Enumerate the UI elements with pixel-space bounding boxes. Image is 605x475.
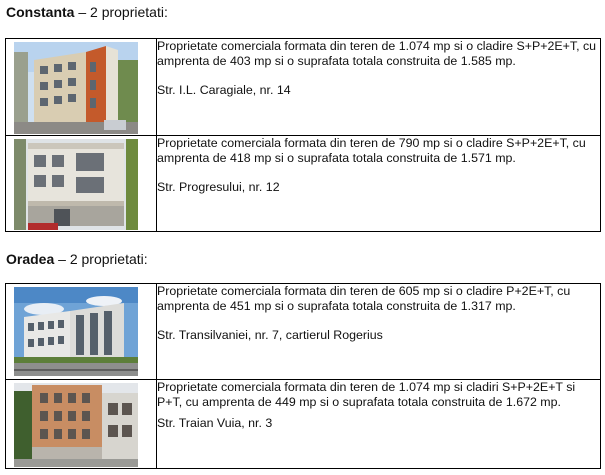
city-name: Oradea: [6, 251, 55, 267]
building-photo: [14, 383, 138, 467]
photo-cell: [6, 380, 157, 469]
property-address: Str. Transilvaniei, nr. 7, cartierul Rogerius: [157, 328, 383, 342]
building-photo: [14, 139, 138, 230]
property-description: Proprietate comerciala formata din teren de 605 mp si o cladire P+2E+T, cu amprenta de 451 mp si o suprafata totala construita de 1.317 mp.: [157, 284, 571, 313]
property-description: Proprietate comerciala formata din teren de 1.074 mp si cladiri S+P+2E+T si P+T, cu amprenta de 449 mp si o suprafata totala construita de 1.672 mp.: [157, 380, 576, 409]
property-table-constanta: [5, 38, 601, 232]
city-name: Constanta: [6, 4, 75, 20]
photo-cell: [6, 39, 157, 136]
table-row: [6, 380, 601, 469]
section-title-constanta: [6, 4, 168, 20]
table-row: [6, 136, 601, 232]
property-address: Str. Progresului, nr. 12: [157, 180, 280, 194]
section-subtitle: – 2 proprietati:: [54, 251, 148, 267]
description-cell: [157, 136, 601, 232]
photo-cell: [6, 136, 157, 232]
section-subtitle: – 2 proprietati:: [74, 4, 168, 20]
building-photo: [14, 287, 138, 376]
property-table-oradea: [5, 283, 601, 469]
description-cell: [157, 380, 601, 469]
section-title-oradea: [6, 251, 148, 267]
property-description: Proprietate comerciala formata din teren de 790 mp si o cladire S+P+2E+T, cu amprenta de 418 mp si o suprafata totala construita de 1.571 mp.: [157, 136, 586, 165]
description-cell: [157, 284, 601, 380]
table-row: [6, 39, 601, 136]
photo-cell: [6, 284, 157, 380]
building-photo: [14, 42, 138, 134]
property-description: Proprietate comerciala formata din teren de 1.074 mp si o cladire S+P+2E+T, cu amprenta de 403 mp si o suprafata totala construita de 1.585 mp.: [157, 39, 597, 68]
property-address: Str. I.L. Caragiale, nr. 14: [157, 83, 291, 97]
property-address: Str. Traian Vuia, nr. 3: [157, 416, 273, 430]
description-cell: [157, 39, 601, 136]
table-row: [6, 284, 601, 380]
